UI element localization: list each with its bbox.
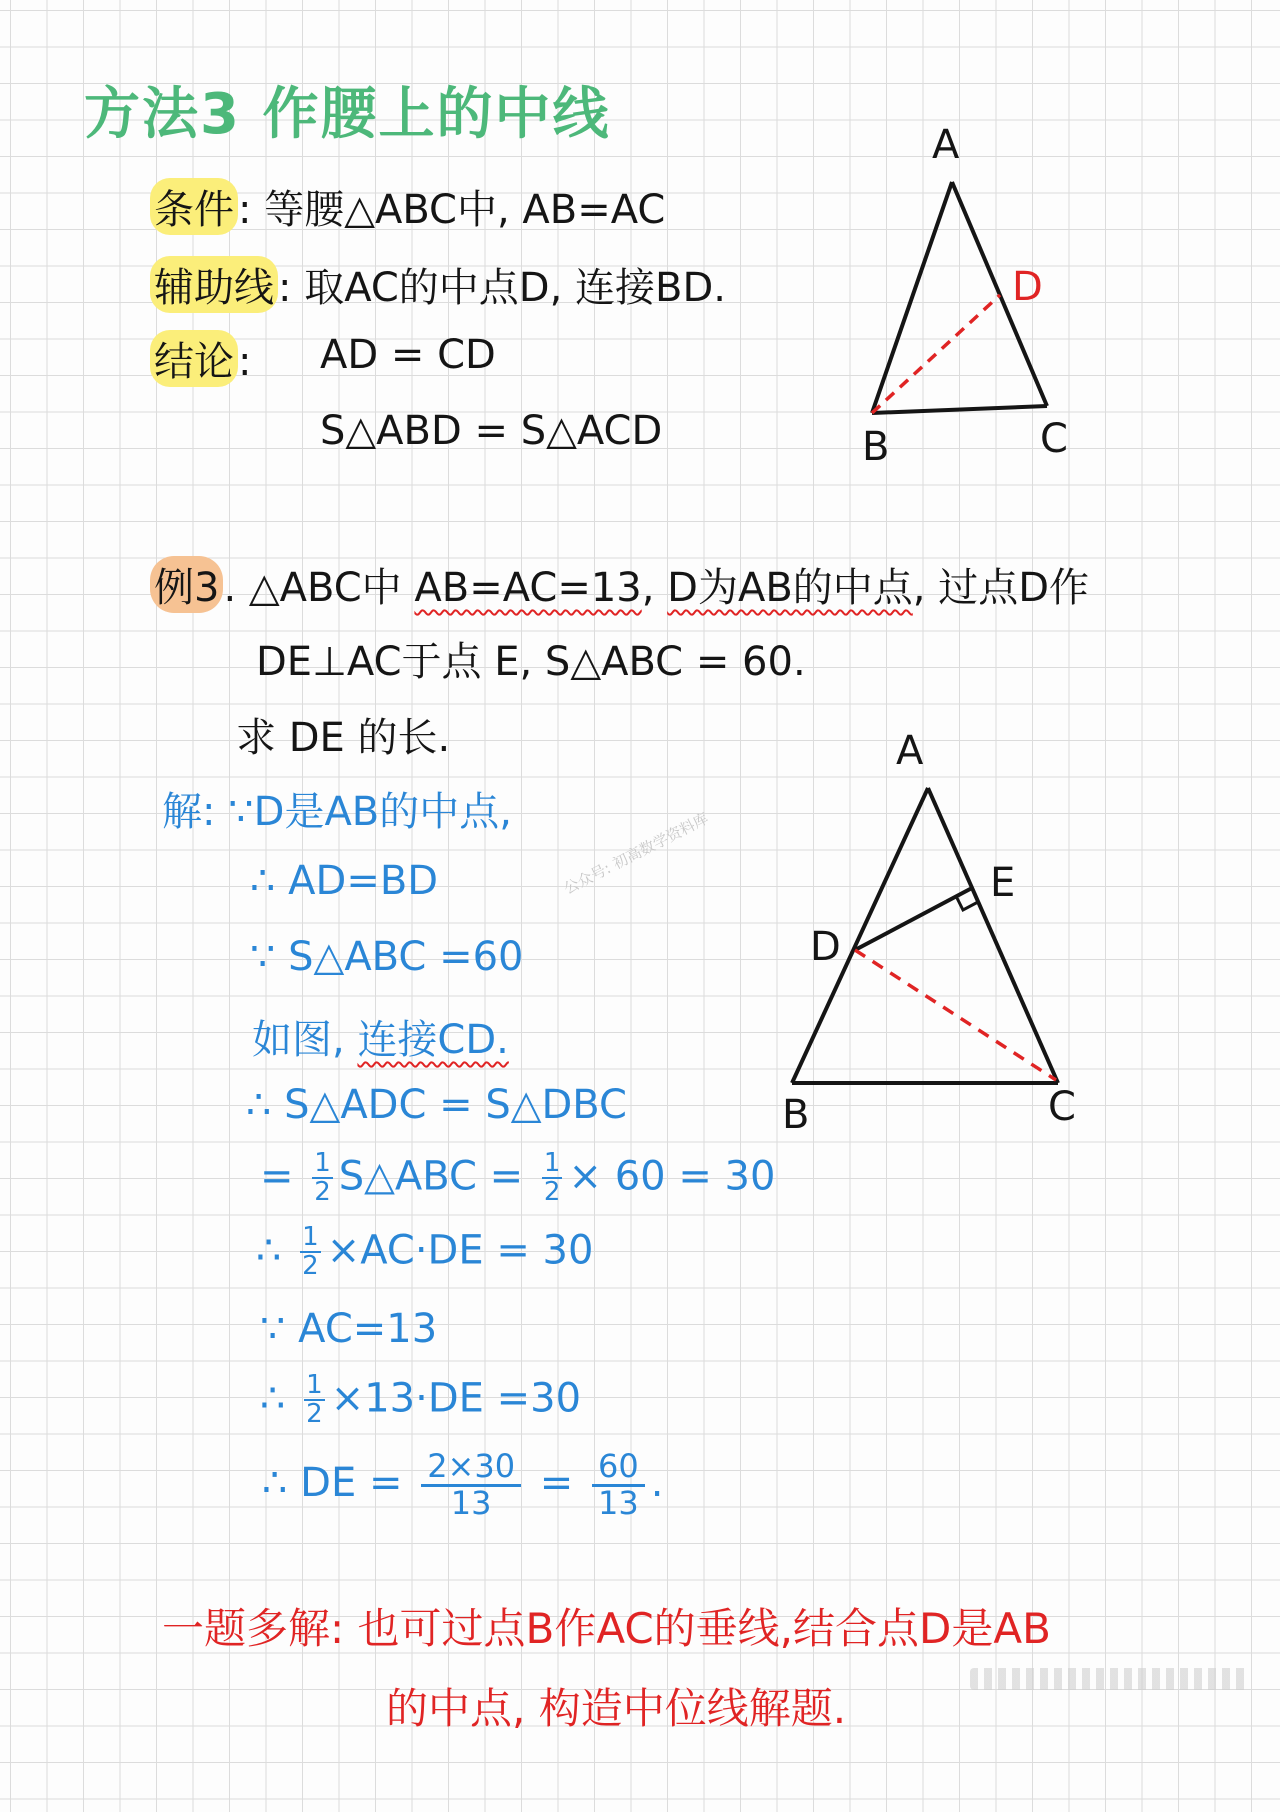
example-question: 求 DE 的长. xyxy=(236,715,451,761)
solution-line-1 xyxy=(162,780,512,837)
fraction-half: $\frac{1}{2}$ xyxy=(302,1222,319,1282)
conclusion-colon: : xyxy=(238,339,252,385)
watermark: 公众号: 初高数学资料库 xyxy=(560,809,712,898)
solution-line-5: ∴ S△ADC = S△DBC xyxy=(246,1082,627,1128)
example-line1-c: , xyxy=(641,565,655,611)
fraction-half: $\frac{1}{2}$ xyxy=(306,1370,323,1430)
solution-line-9 xyxy=(260,1372,581,1429)
fig2-label-d: D xyxy=(810,924,841,970)
fig1-side-ab xyxy=(872,182,952,413)
example-given-sides: AB=AC=13 xyxy=(414,565,642,611)
fig2-label-c: C xyxy=(1048,1084,1076,1130)
solution-s9-pre: ∴ xyxy=(260,1375,286,1422)
conclusion-line xyxy=(150,330,251,387)
multi-solution-label: 一题多解 xyxy=(162,1604,331,1653)
condition-label: 条件 xyxy=(150,178,238,235)
fraction-2x30-over-13: $\frac{2\times 30}{13}$ xyxy=(421,1450,521,1520)
fig2-label-a: A xyxy=(896,728,924,774)
solution-line-2: ∴ AD=BD xyxy=(250,858,439,904)
solution-s7-post: ×AC·DE = 30 xyxy=(326,1227,594,1274)
solution-line-10 xyxy=(262,1447,664,1522)
solution-line-6 xyxy=(260,1150,775,1207)
solution-s10-pre: ∴ DE = xyxy=(262,1460,403,1507)
conclusion-1: AD = CD xyxy=(320,332,496,378)
multi-solution-line-1 xyxy=(162,1596,1051,1656)
fig2-perpendicular-de xyxy=(855,888,972,950)
solution-s6-post: × 60 = 30 xyxy=(568,1153,776,1200)
fig2-label-e: E xyxy=(990,860,1016,906)
solution-s1: : ∵D是AB的中点, xyxy=(202,789,512,835)
fraction-60-over-13: $\frac{60}{13}$ xyxy=(592,1450,645,1520)
fig1-label-b: B xyxy=(862,424,890,470)
figure-2-triangle xyxy=(770,720,1110,1140)
aux-text: : 取AC的中点D, 连接BD. xyxy=(278,265,726,311)
multi-solution-text-1: : 也可过点B作AC的垂线,结合点D是AB xyxy=(330,1604,1051,1653)
example-line1-e: , 过点D作 xyxy=(912,565,1090,611)
aux-label: 辅助线 xyxy=(150,256,278,313)
condition-text: : 等腰△ABC中, AB=AC xyxy=(238,187,666,233)
bottom-decoration xyxy=(970,1668,1250,1690)
solution-s9-post: ×13·DE =30 xyxy=(330,1375,582,1422)
solution-s7-pre: ∴ xyxy=(256,1227,282,1274)
solution-line-4 xyxy=(252,1008,509,1065)
solution-s6-mid: S△ABC = xyxy=(338,1153,524,1200)
conclusion-2: S△ABD = S△ACD xyxy=(320,408,663,454)
example-line-2: DE⊥AC于点 E, S△ABC = 60. xyxy=(256,639,806,685)
example-label: 例3 xyxy=(150,556,223,613)
solution-label: 解 xyxy=(162,789,202,835)
example-line-1 xyxy=(150,556,1089,613)
page-title: 方法3 作腰上的中线 xyxy=(84,82,611,147)
fig1-side-bc xyxy=(872,406,1047,413)
fig1-label-a: A xyxy=(932,122,960,168)
fig1-label-d: D xyxy=(1012,264,1043,310)
condition-line xyxy=(150,178,665,235)
fig2-side-ac xyxy=(928,788,1058,1083)
multi-solution-line-2: 的中点, 构造中位线解题. xyxy=(386,1684,847,1733)
fraction-half: $\frac{1}{2}$ xyxy=(543,1148,561,1208)
solution-s6-pre: = xyxy=(260,1153,294,1200)
solution-s10-eq: = xyxy=(539,1460,574,1507)
solution-connect-cd: 连接CD. xyxy=(357,1017,509,1063)
aux-line xyxy=(150,256,726,313)
solution-s10-end: . xyxy=(650,1460,664,1507)
example-line1-a: . △ABC中 xyxy=(223,565,402,611)
figure-1-triangle xyxy=(840,120,1100,480)
fig1-label-c: C xyxy=(1040,416,1068,462)
fraction-half: $\frac{1}{2}$ xyxy=(314,1148,331,1208)
conclusion-label: 结论 xyxy=(150,330,238,387)
solution-line-7 xyxy=(256,1224,593,1281)
solution-line-3: ∵ S△ABC =60 xyxy=(250,934,524,980)
fig2-label-b: B xyxy=(782,1092,810,1138)
solution-line-8: ∵ AC=13 xyxy=(260,1306,438,1352)
solution-s4a: 如图, xyxy=(252,1017,345,1063)
example-midpoint: D为AB的中点 xyxy=(667,565,913,611)
